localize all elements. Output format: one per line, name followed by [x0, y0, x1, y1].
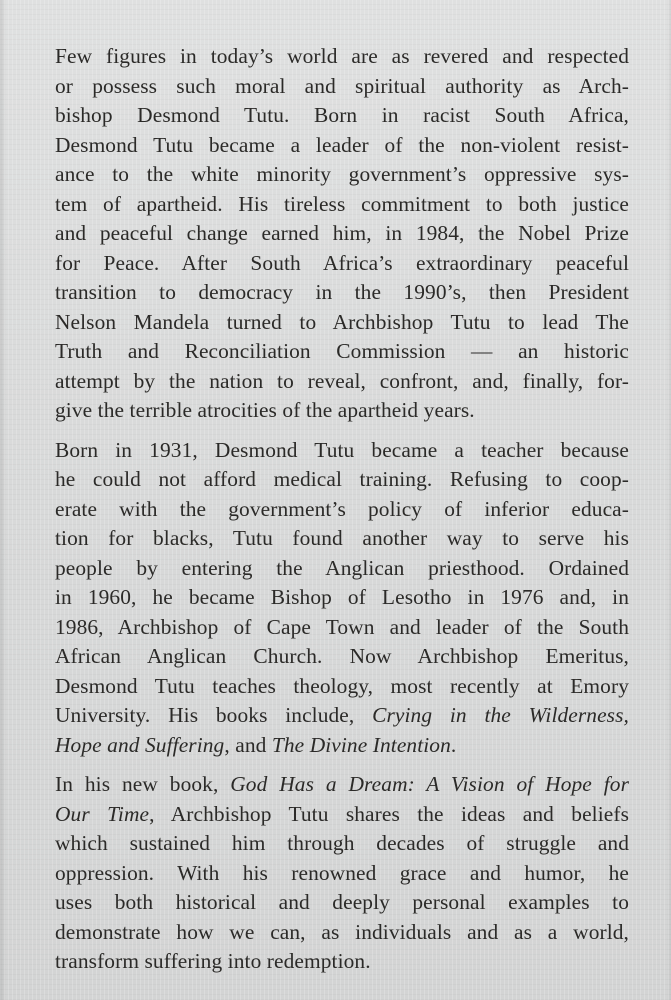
text-line: give the terrible atrocities of the apartheid years.	[55, 398, 475, 422]
text-run: , and	[224, 732, 272, 757]
text-line: transition to democracy in the 1990’s, then President	[55, 280, 629, 304]
flap-copy	[55, 42, 629, 977]
text-line: oppression. With his renowned grace and humor, he	[55, 860, 629, 885]
text-line	[55, 800, 629, 830]
text-line: Desmond Tutu became a leader of the non-violent resist-	[55, 132, 629, 157]
text-line	[55, 770, 629, 800]
paragraph-biography	[55, 436, 629, 761]
left-edge-shadow	[0, 0, 6, 1000]
text-line: and peaceful change earned him, in 1984, the Nobel Prize	[55, 221, 629, 245]
text-line: Truth and Reconciliation Commission — an historic	[55, 339, 629, 363]
text-run: , Archbishop Tutu shares the ideas and beliefs	[149, 801, 630, 826]
text-line-books	[55, 701, 629, 731]
text-line: he could not afford medical training. Refusing to coop-	[55, 467, 629, 491]
text-line: transform suffering into redemption.	[55, 949, 371, 973]
text-line: Born in 1931, Desmond Tutu became a teacher because	[55, 437, 629, 462]
text-line: ance to the white minority government’s oppressive sys-	[55, 162, 629, 186]
text-line: uses both historical and deeply personal examples to	[55, 890, 629, 914]
text-line: bishop Desmond Tutu. Born in racist South Africa,	[55, 103, 629, 127]
text-line: attempt by the nation to reveal, confront, and, finally, for-	[55, 368, 629, 393]
book-title-hope-and-suffering: Hope and Suffering	[55, 732, 225, 757]
book-title-god-has-a-dream: God Has a Dream: A Vision of Hope for	[230, 772, 629, 796]
book-title-the-divine-intention: The Divine Intention	[271, 732, 451, 757]
text-run: University. His books include,	[55, 703, 373, 727]
text-line: in 1960, he became Bishop of Lesotho in 1976 and, in	[55, 585, 629, 609]
text-line: erate with the government’s policy of inferior educa-	[55, 496, 629, 521]
paragraph-introduction	[55, 42, 629, 426]
right-edge-shadow	[667, 0, 671, 1000]
text-line: which sustained him through decades of struggle and	[55, 831, 629, 855]
text-line: African Anglican Church. Now Archbishop Emeritus,	[55, 644, 629, 668]
text-line: Desmond Tutu teaches theology, most recently at Emory	[55, 673, 629, 698]
text-line: or possess such moral and spiritual authority as Arch-	[55, 73, 629, 98]
text-line-books	[55, 731, 629, 761]
book-title-crying-in-the-wilderness: Crying in the Wilderness,	[372, 703, 629, 727]
book-title-god-has-a-dream-cont: Our Time	[55, 801, 150, 826]
text-line: people by entering the Anglican priesthood. Ordained	[55, 555, 629, 580]
text-run: In his new book,	[55, 772, 231, 796]
text-line: Few figures in today’s world are as revered and respected	[55, 44, 629, 68]
text-line: 1986, Archbishop of Cape Town and leader of the South	[55, 614, 629, 639]
text-line: tem of apartheid. His tireless commitment to both justice	[55, 191, 629, 216]
text-line: for Peace. After South Africa’s extraordinary peaceful	[55, 250, 629, 275]
text-line: tion for blacks, Tutu found another way to serve his	[55, 526, 629, 550]
text-run: .	[450, 732, 457, 757]
paragraph-new-book	[55, 770, 629, 977]
text-line: Nelson Mandela turned to Archbishop Tutu to lead The	[55, 309, 629, 334]
text-line: demonstrate how we can, as individuals and as a world,	[55, 919, 629, 944]
